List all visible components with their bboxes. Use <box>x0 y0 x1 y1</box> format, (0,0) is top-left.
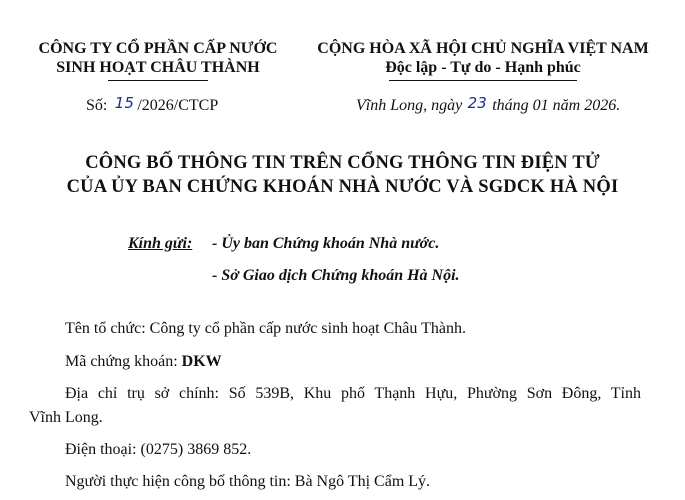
company-name-line2: SINH HOẠT CHÂU THÀNH <box>56 59 260 76</box>
company-name-line1: CÔNG TY CỔ PHẦN CẤP NƯỚC <box>38 40 278 57</box>
stock-code-value: DKW <box>181 353 222 370</box>
doc-number-suffix: /2026/CTCP <box>137 97 219 114</box>
date-day-handwritten: 23 <box>467 94 487 112</box>
phone-number: Điện thoại: (0275) 3869 852. <box>65 441 252 458</box>
motto-underline <box>389 80 577 81</box>
recipients-label: Kính gửi: <box>128 235 193 252</box>
document-number <box>86 95 218 116</box>
republic-motto: Độc lập - Tự do - Hạnh phúc <box>385 59 581 76</box>
disclosure-person: Người thực hiện công bố thông tin: Bà Ngô Thị Cẩm Lý. <box>65 473 431 490</box>
company-underline <box>108 80 208 81</box>
date-prefix: Vĩnh Long, ngày <box>356 97 463 114</box>
document-title-line1: CÔNG BỐ THÔNG TIN TRÊN CỔNG THÔNG TIN ĐIỆN TỬ <box>85 153 600 173</box>
document-date <box>356 95 620 116</box>
date-suffix: tháng 01 năm 2026. <box>492 97 621 114</box>
stock-code-label: Mã chứng khoán: <box>65 353 182 370</box>
republic-title: CỘNG HÒA XÃ HỘI CHỦ NGHĨA VIỆT NAM <box>317 40 649 57</box>
document-title-line2: CỦA ỦY BAN CHỨNG KHOÁN NHÀ NƯỚC VÀ SGDCK HÀ NỘI <box>66 177 619 197</box>
doc-number-prefix: Số: <box>86 97 108 114</box>
doc-number-handwritten: 15 <box>114 94 134 112</box>
organization-name: Tên tổ chức: Công ty cổ phần cấp nước sinh hoạt Châu Thành. <box>65 320 466 337</box>
recipient-item: - Sở Giao dịch Chứng khoán Hà Nội. <box>212 267 460 284</box>
stock-code <box>65 352 222 372</box>
address-line1: Địa chỉ trụ sở chính: Số 539B, Khu phố Thạnh Hựu, Phường Sơn Đông, Tỉnh <box>65 385 641 402</box>
recipient-item: - Ủy ban Chứng khoán Nhà nước. <box>212 235 440 252</box>
address-line2: Vĩnh Long. <box>29 409 103 426</box>
